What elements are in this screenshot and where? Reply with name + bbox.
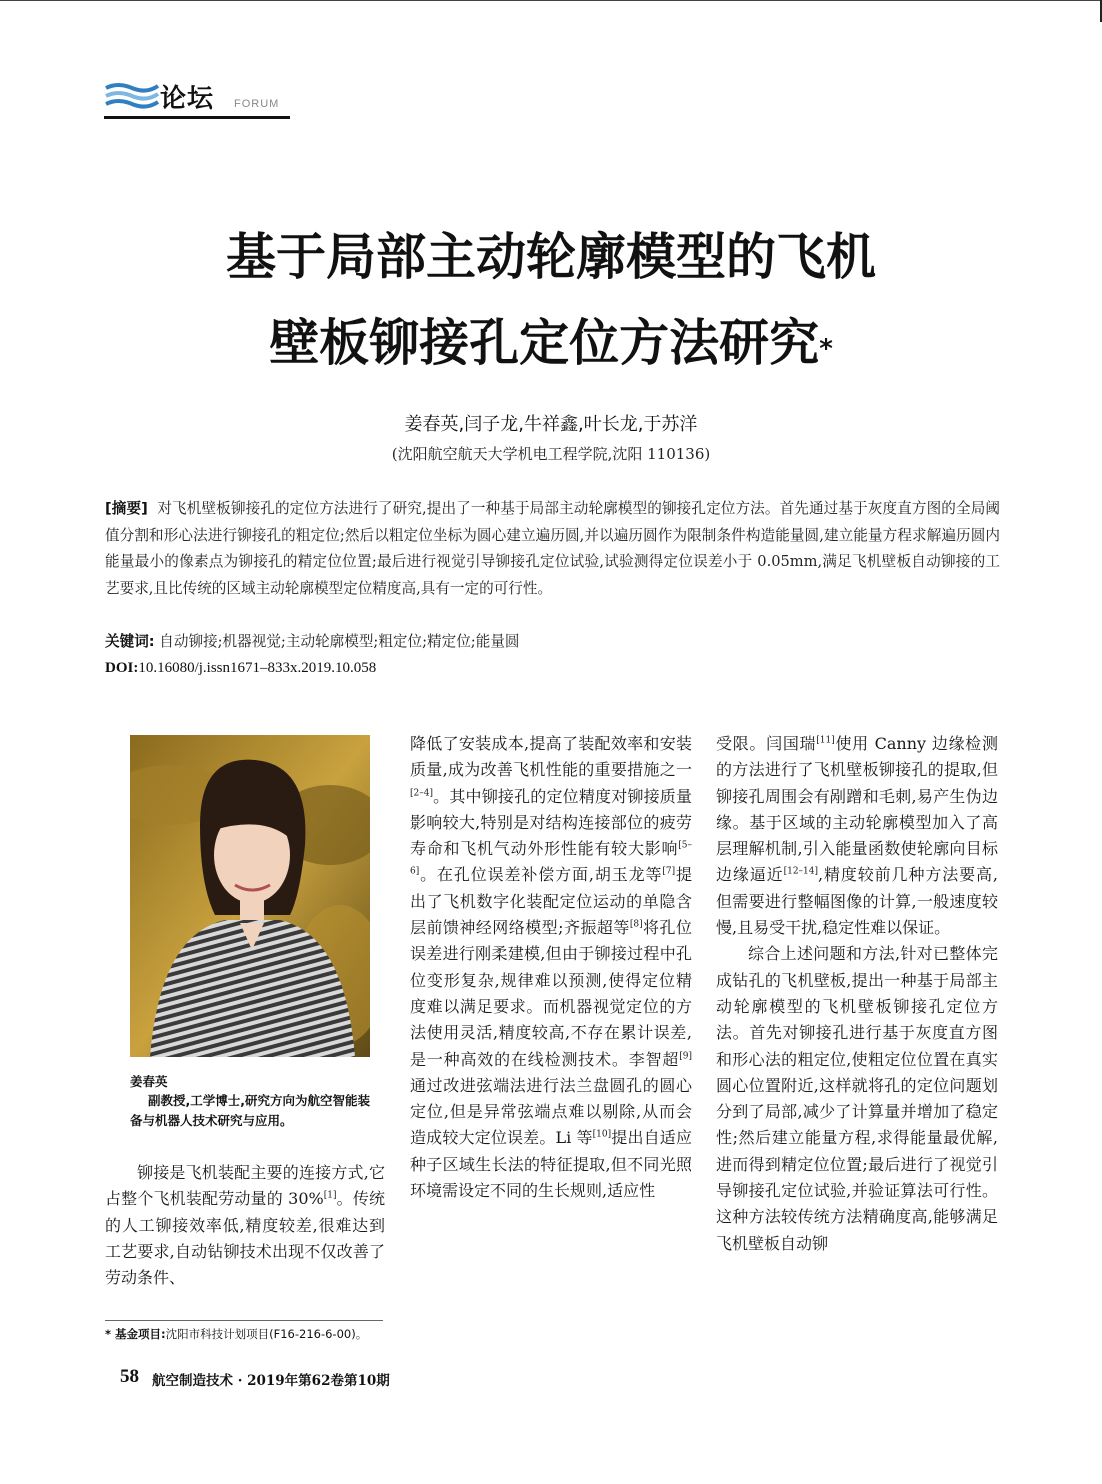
body-column-1	[105, 1160, 385, 1291]
citation: [7]	[662, 867, 676, 878]
forum-label-en: FORUM	[234, 98, 280, 110]
keywords	[105, 630, 1000, 651]
citation: [11]	[816, 735, 835, 746]
author-list: 姜春英,闫子龙,牛祥鑫,叶长龙,于苏洋	[404, 414, 698, 435]
text-run: 铆接是飞机装配主要的连接方式,它占整个飞机装配劳动量的 30%	[105, 1163, 385, 1209]
keywords-text: 自动铆接;机器视觉;主动轮廓模型;粗定位;精定位;能量圆	[159, 633, 520, 650]
text-run: ,精度较前几种方法要高,但需要进行整幅图像的计算,一般速度较慢,且易受干扰,稳定性难以保证。	[716, 865, 998, 938]
affiliation: (沈阳航空航天大学机电工程学院,沈阳 110136)	[391, 445, 711, 463]
body-column-3	[716, 731, 998, 1257]
paragraph	[716, 731, 998, 941]
text-run: 使用 Canny 边缘检测的方法进行了飞机壁板铆接孔的提取,但铆接孔周围会有剐蹭和毛刺,易产生伪边缘。基于区域的主动轮廓模型加入了高层理解机制,引入能量函数使轮廓向目标边缘逼近	[716, 734, 998, 885]
text-run: 将孔位误差进行刚柔建模,但由于铆接过程中孔位变形复杂,规律难以预测,使得定位精度难以满足要求。而机器视觉定位的方法使用灵活,精度较高,不存在累计误差,是一种高效的在线检测技术。李智超	[410, 918, 692, 1069]
paragraph	[105, 1160, 385, 1291]
text-run: 通过改进弦端法进行法兰盘圆孔的圆心定位,但是异常弦端点难以剔除,从而会造成较大定位误差。Li 等	[410, 1075, 692, 1148]
text-run: 受限。闫国瑞	[716, 734, 817, 753]
footnote-text: 沈阳市科技计划项目(F16-216-6-00)。	[165, 1327, 368, 1341]
photo-caption-name: 姜春英	[130, 1074, 168, 1089]
abstract-text: 对飞机壁板铆接孔的定位方法进行了研究,提出了一种基于局部主动轮廓模型的铆接孔定位方法。首先通过基于灰度直方图的全局阈值分割和形心法进行铆接孔的粗定位;然后以粗定位坐标为圆心建立遍历圆,并以遍历圆作为限制条件构造能量圆,建立能量方程求解遍历圆内能量最小的像素点为铆接孔的精定位位置;最后进行视觉引导铆接孔定位试验,试验测得定位误差小于 0.05mm,满足飞机壁板自动铆接的工艺要求,且比传统的区域主动轮廓模型定位精度高,具有一定的可行性。	[105, 500, 1000, 597]
paragraph	[410, 731, 692, 1204]
body-column-2	[410, 731, 692, 1204]
citation: [10]	[592, 1130, 612, 1141]
title-line-2-text: 壁板铆接孔定位方法研究	[269, 314, 820, 372]
doi-value: 10.16080/j.issn1671–833x.2019.10.058	[138, 660, 377, 676]
text-run: 提出自适应种子区域生长法的特征提取,但不同光照环境需设定不同的生长规则,适应性	[410, 1128, 692, 1201]
forum-header	[104, 76, 294, 122]
citation: [1]	[323, 1190, 337, 1201]
text-run: 提出了飞机数字化装配定位运动的单隐含层前馈神经网络模型;齐振超等	[410, 865, 692, 938]
title-footnote-mark: *	[819, 334, 833, 364]
forum-label-cn: 论坛	[160, 84, 215, 114]
photo-caption-bio: 副教授,工学博士,研究方向为航空智能装备与机器人技术研究与应用。	[130, 1093, 370, 1128]
citation: [12–14]	[783, 867, 819, 878]
doi-label: DOI:	[105, 660, 139, 676]
wave-logo-icon	[104, 80, 160, 110]
journal-info: 航空制造技术 · 2019年第62卷第10期	[152, 1373, 390, 1389]
crop-mark-top	[0, 0, 1102, 1]
abstract-label: [摘要]	[105, 500, 148, 517]
footnote-label: * 基金项目:	[105, 1327, 166, 1341]
text-run: 。传统的人工铆接效率低,精度较差,很难达到工艺要求,自动钻铆技术出现不仅改善了劳动条件、	[105, 1189, 385, 1288]
header-rule	[104, 116, 290, 119]
citation: [5–6]	[410, 840, 692, 878]
page-number: 58	[120, 1366, 139, 1387]
citation: [8]	[629, 919, 643, 930]
citation: [2–4]	[410, 788, 433, 799]
text-run: 。在孔位误差补偿方面,胡玉龙等	[419, 865, 663, 885]
text-run: 降低了安装成本,提高了装配效率和安装质量,成为改善飞机性能的重要措施之一	[410, 734, 692, 780]
citation: [9]	[679, 1051, 692, 1062]
funding-footnote	[105, 1326, 405, 1342]
title-line-2	[60, 300, 1042, 386]
title-line-1: 基于局部主动轮廓模型的飞机	[226, 228, 876, 286]
paragraph: 综合上述问题和方法,针对已整体完成钻孔的飞机壁板,提出一种基于局部主动轮廓模型的飞机壁板铆接孔定位方法。首先对铆接孔进行基于灰度直方图和形心法的粗定位,使粗定位位置在真实圆心位置附近,这样就将孔的定位问题划分到了局部,减少了计算量并增加了稳定性;然后建立能量方程,求得能量最优解,进而得到精定位位置;最后进行了视觉引导铆接孔定位试验,并验证算法可行性。这种方法较传统方法精确度高,能够满足飞机壁板自动铆	[716, 944, 998, 1253]
article-title	[60, 214, 1042, 386]
text-run: 。其中铆接孔的定位精度对铆接质量影响较大,特别是对结构连接部位的疲劳寿命和飞机气动外形性能有较大影响	[410, 786, 692, 859]
author-photo	[130, 735, 370, 1057]
doi	[105, 660, 1000, 677]
keywords-label: 关键词:	[105, 633, 155, 650]
footnote-rule	[105, 1320, 383, 1321]
abstract	[105, 496, 1000, 602]
